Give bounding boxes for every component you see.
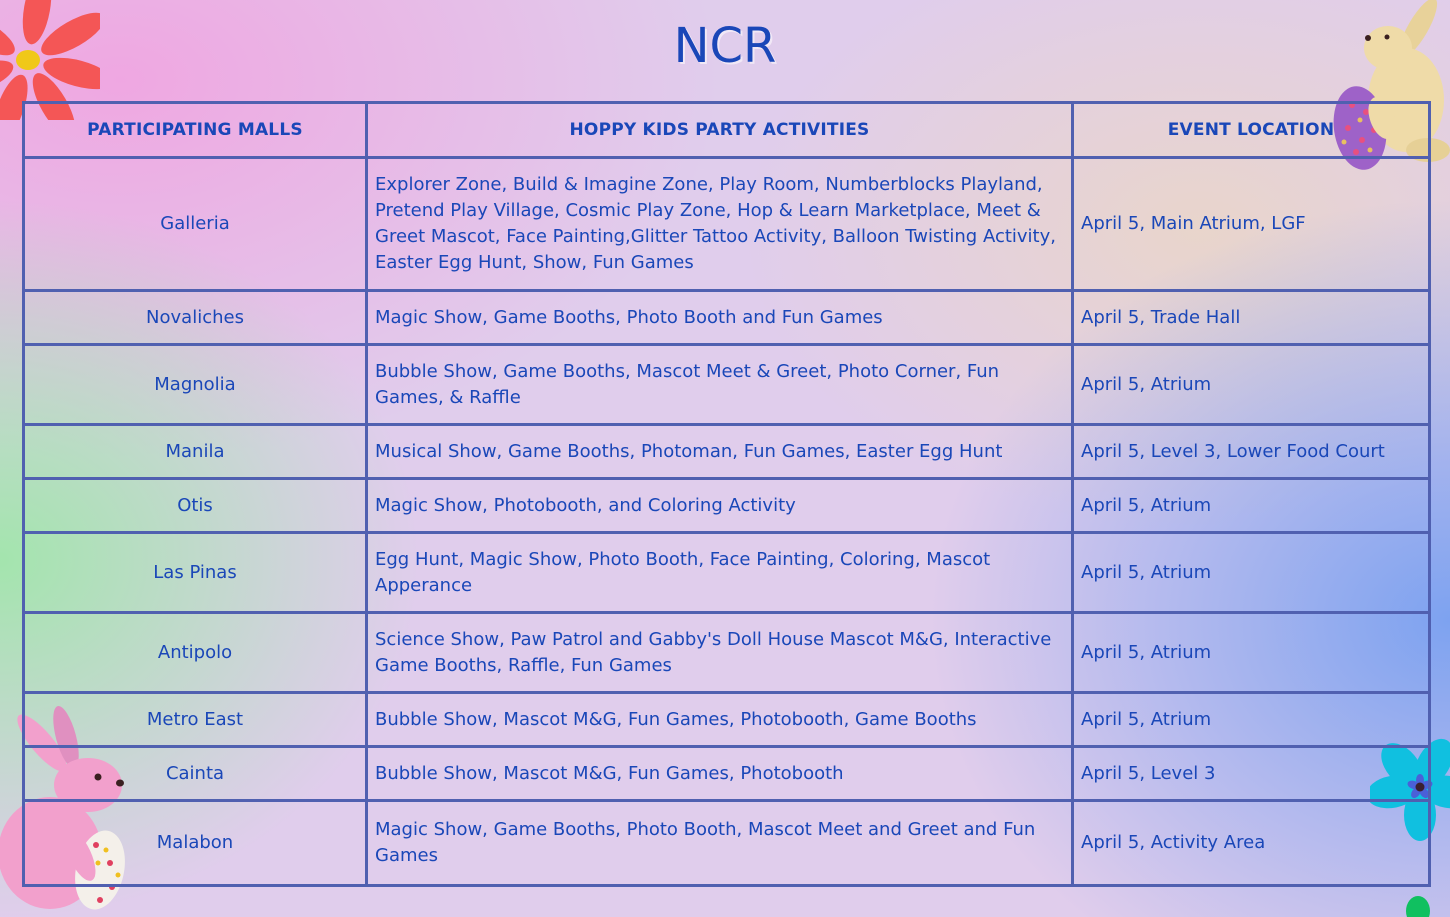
- location-cell: April 5, Activity Area: [1073, 801, 1430, 886]
- header-activities: HOPPY KIDS PARTY ACTIVITIES: [367, 103, 1073, 158]
- activities-cell: Explorer Zone, Build & Imagine Zone, Play Room, Numberblocks Playland, Pretend Play Village, Cosmic Play Zone, Hop & Learn Marketplace, Meet & Greet Mascot, Face Painting,Glitter Tattoo Activity, Balloon Twisting Activity, Easter Egg Hunt, Show, Fun Games: [367, 158, 1073, 291]
- mall-name: Cainta: [24, 747, 367, 801]
- activities-cell: Bubble Show, Mascot M&G, Fun Games, Photobooth: [367, 747, 1073, 801]
- table-row: [24, 613, 1430, 693]
- location-cell: April 5, Atrium: [1073, 693, 1430, 747]
- location-cell: April 5, Atrium: [1073, 345, 1430, 425]
- location-cell: April 5, Level 3, Lower Food Court: [1073, 425, 1430, 479]
- location-cell: April 5, Trade Hall: [1073, 291, 1430, 345]
- activities-cell: Bubble Show, Game Booths, Mascot Meet & Greet, Photo Corner, Fun Games, & Raffle: [367, 345, 1073, 425]
- activities-cell: Bubble Show, Mascot M&G, Fun Games, Photobooth, Game Booths: [367, 693, 1073, 747]
- mall-name: Manila: [24, 425, 367, 479]
- green-leaf-icon: [1402, 895, 1432, 917]
- activities-cell: Magic Show, Game Booths, Photo Booth, Mascot Meet and Greet and Fun Games: [367, 801, 1073, 886]
- activities-cell: Magic Show, Photobooth, and Coloring Activity: [367, 479, 1073, 533]
- mall-name: Magnolia: [24, 345, 367, 425]
- page-title: NCR: [673, 18, 777, 74]
- table-row: [24, 533, 1430, 613]
- activities-table: [22, 101, 1431, 887]
- mall-name: Otis: [24, 479, 367, 533]
- table-row: [24, 693, 1430, 747]
- location-cell: April 5, Atrium: [1073, 533, 1430, 613]
- location-cell: April 5, Atrium: [1073, 613, 1430, 693]
- mall-name: Metro East: [24, 693, 367, 747]
- mall-name: Malabon: [24, 801, 367, 886]
- table-row: [24, 291, 1430, 345]
- activities-cell: Musical Show, Game Booths, Photoman, Fun Games, Easter Egg Hunt: [367, 425, 1073, 479]
- header-event-location: EVENT LOCATION: [1073, 103, 1430, 158]
- header-participating-malls: PARTICIPATING MALLS: [24, 103, 367, 158]
- table-row: [24, 801, 1430, 886]
- table-row: [24, 425, 1430, 479]
- activities-cell: Egg Hunt, Magic Show, Photo Booth, Face Painting, Coloring, Mascot Apperance: [367, 533, 1073, 613]
- table-row: [24, 479, 1430, 533]
- mall-name: Las Pinas: [24, 533, 367, 613]
- table-header-row: [24, 103, 1430, 158]
- activities-cell: Science Show, Paw Patrol and Gabby's Doll House Mascot M&G, Interactive Game Booths, Raffle, Fun Games: [367, 613, 1073, 693]
- table-row: [24, 747, 1430, 801]
- mall-name: Galleria: [24, 158, 367, 291]
- mall-name: Antipolo: [24, 613, 367, 693]
- location-cell: April 5, Main Atrium, LGF: [1073, 158, 1430, 291]
- location-cell: April 5, Level 3: [1073, 747, 1430, 801]
- location-cell: April 5, Atrium: [1073, 479, 1430, 533]
- table-row: [24, 158, 1430, 291]
- table-row: [24, 345, 1430, 425]
- mall-name: Novaliches: [24, 291, 367, 345]
- activities-cell: Magic Show, Game Booths, Photo Booth and Fun Games: [367, 291, 1073, 345]
